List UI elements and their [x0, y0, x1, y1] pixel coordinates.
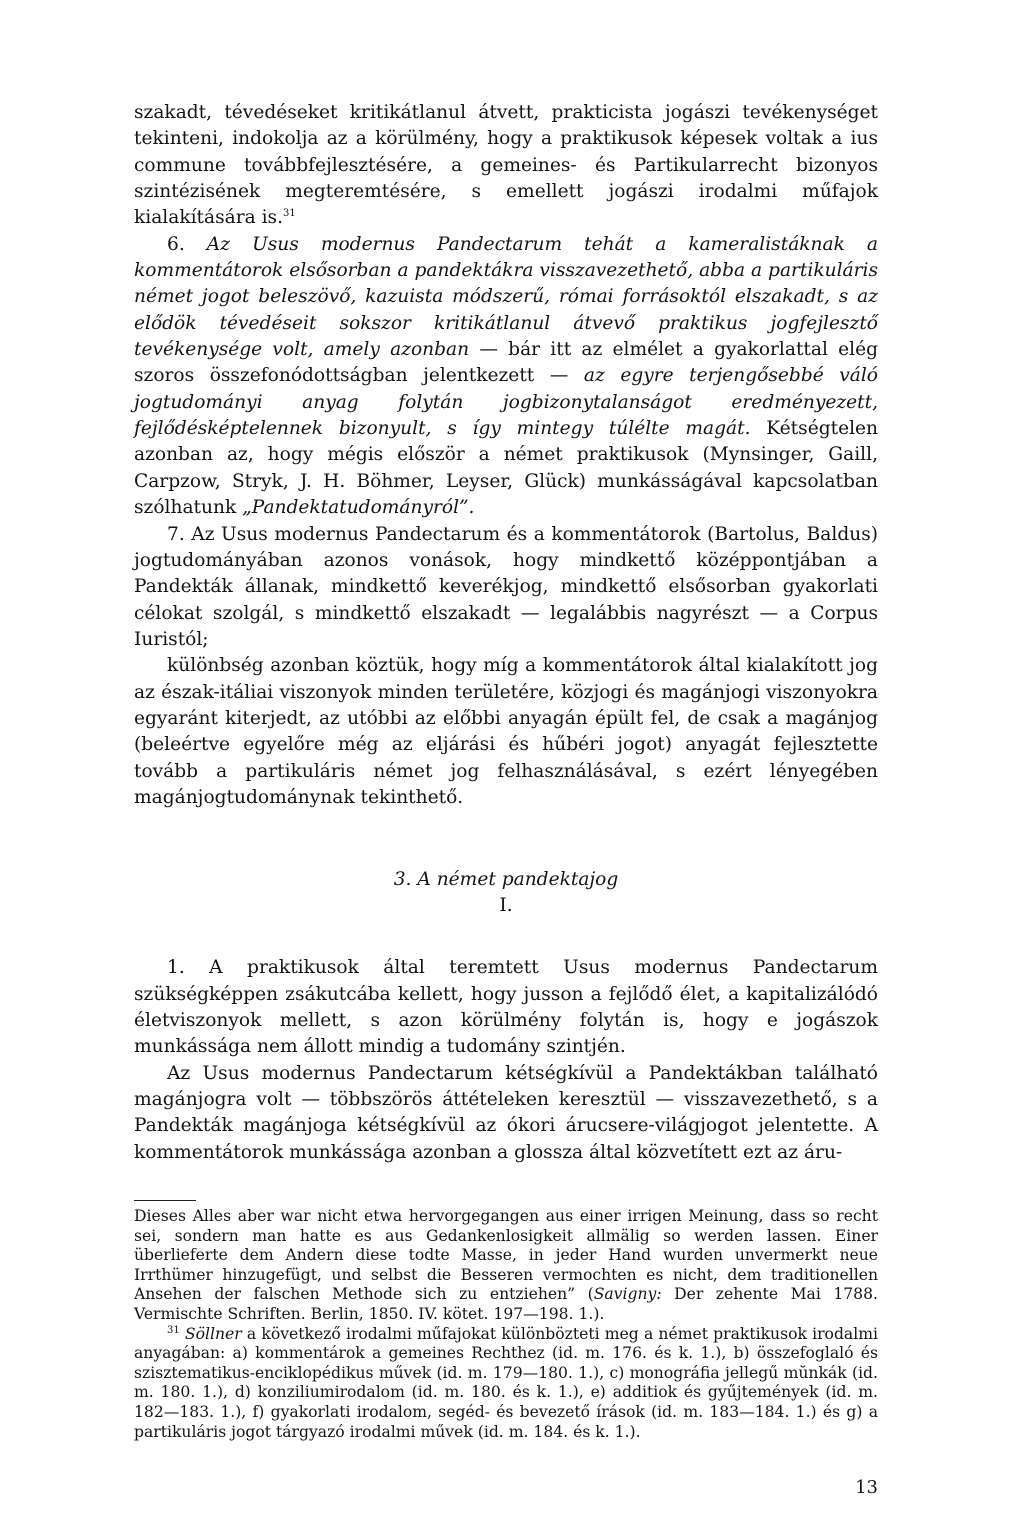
footnote-number: 31 [167, 1324, 180, 1336]
main-text [134, 100, 878, 811]
footnote-separator [134, 1200, 196, 1201]
paragraph-7: 7. Az Usus modernus Pandectarum és a kommentátorok (Bartolus, Baldus) jogtudományában azonos vonások, hogy mindkettő középpontjában a Pandekták állanak, mindkettő keverékjog, mindkettő elsősorban gyakorlati célokat szolgál, s mindkettő elszakadt — legalábbis nagyrészt — a Corpus Iuristól; [134, 523, 878, 650]
paragraph-difference: különbség azonban köztük, hogy míg a kommentátorok által kialakított jog az észak-itáliai viszonyok minden területére, közjogi és magánjogi viszonyokra egyaránt kiterjedt, az utóbbi az előbbi anyagán épült fel, de csak a magánjog (beleértve egyelőre még az eljárási és hűbéri jogot) anyagát fejlesztette tovább a partikuláris német jog felhasználásával, s ezért lényegében magánjogtudománynak tekinthető. [134, 655, 878, 808]
section-heading [134, 867, 878, 919]
paragraph-1: 1. A praktikusok által teremtett Usus modernus Pandectarum szükségképpen zsákutcába kellett, hogy jusson a fejlődő élet, a kapitalizálódó életviszonyok mellett, s azon körülmény folytán is, hogy e jogászok munkássága nem állott mindig a tudomány szintjén. [134, 957, 878, 1058]
paragraph-6: 6. Az Usus modernus Pandectarum tehát a kameralistáknak a kommentátorok elsősorban a pandektákra visszavezethető, abba a partikuláris német jogot beleszövő, kazuista módszerű, római forrásoktól elszakadt, s az elődök tévedéseit sokszor kritikátlanul átvevő praktikus jogfejlesztő tevékenysége volt, amely azonban — bár itt az elmélet a gyakorlattal elég szoros összefonódottságban jelentkezett — az egyre terjengősebbé váló jogtudományi anyag folytán jogbizonytalanságot eredményezett, fejlődésképtelennek bizonyult, s így mintegy túlélte magát. Kétségtelen azonban az, hogy mégis először a német praktikusok (Mynsinger, Gaill, Carpzow, Stryk, J. H. Böhmer, Leyser, Glück) munkásságával kapcsolatban szólhatunk „Pandektatudományról”. [134, 233, 879, 519]
section-roman-numeral: I. [499, 895, 513, 917]
footnote-31: $^{31}$ Söllner a következő irodalmi műfajokat különbözteti meg a német praktikusok irodalmi anyagában: a) kommentárok a gemeines Rechthez (id. m. 176. és k. 1.), b) összefoglaló és szisztematikus-enciklopédikus művek (id. m. 179—180. 1.), c) monográfia jellegű mŭnkák (id. m. 180. 1.), d) konziliumirodalom (id. m. 180. és k. 1.), e) additiok és gyűjtemények (id. m. 182—183. 1.), f) gyakorlati irodalom, segéd- és bevezető írások (id. m. 183—184. 1.) és g) a partikuláris jogot tárgyazó irodalmi művek (id. m. 184. és k. 1.). [134, 1324, 878, 1441]
footnotes [134, 1207, 878, 1442]
paragraph-continuation: szakadt, tévedéseket kritikátlanul átvett, prakticista jogászi tevékenységet tekinteni, indokolja az a körülmény, hogy a praktikusok képesek voltak a ius commune továbbfejlesztésére, a gemeines- és Partikularrecht bizonyos szintézisének megteremtésére, s emellett jogászi irodalmi műfajok kialakítására is.$^{31}$ [134, 102, 878, 229]
footnote-30-continuation: Dieses Alles aber war nicht etwa hervorgegangen aus einer irrigen Meinung, dass so recht sei, sondern man hatte es aus Gedankenlosigkeit allmälig so werden lassen. Einer überlieferte dem Andern diese todte Masse, in jeder Hand wurden unvermerkt neue Irrthümer hinzugefügt, und selbst die Besseren vermochten es nicht, dem traditionellen Ansehen der falschen Methode sich zu entziehen” (Savigny: Der zehente Mai 1788. Vermischte Schriften. Berlin, 1850. IV. kötet. 197—198. 1.). [134, 1207, 878, 1323]
footnote-reference-31: 31 [283, 208, 296, 220]
section-title: 3. A német pandektajog [393, 869, 619, 891]
section-text [134, 955, 878, 1166]
page-number: 13 [855, 1477, 878, 1498]
paragraph-usus-modernus: Az Usus modernus Pandectarum kétségkívül a Pandektákban található magánjogra volt — többszörös áttételeken keresztül — visszavezethető, s a Pandekták magánjoga kétségkívül az ókori árucsere-világjogot jelentette. A kommentátorok munkássága azonban a glossza által közvetített ezt az áru- [134, 1062, 878, 1163]
footnote-author: Söllner [184, 1324, 242, 1343]
